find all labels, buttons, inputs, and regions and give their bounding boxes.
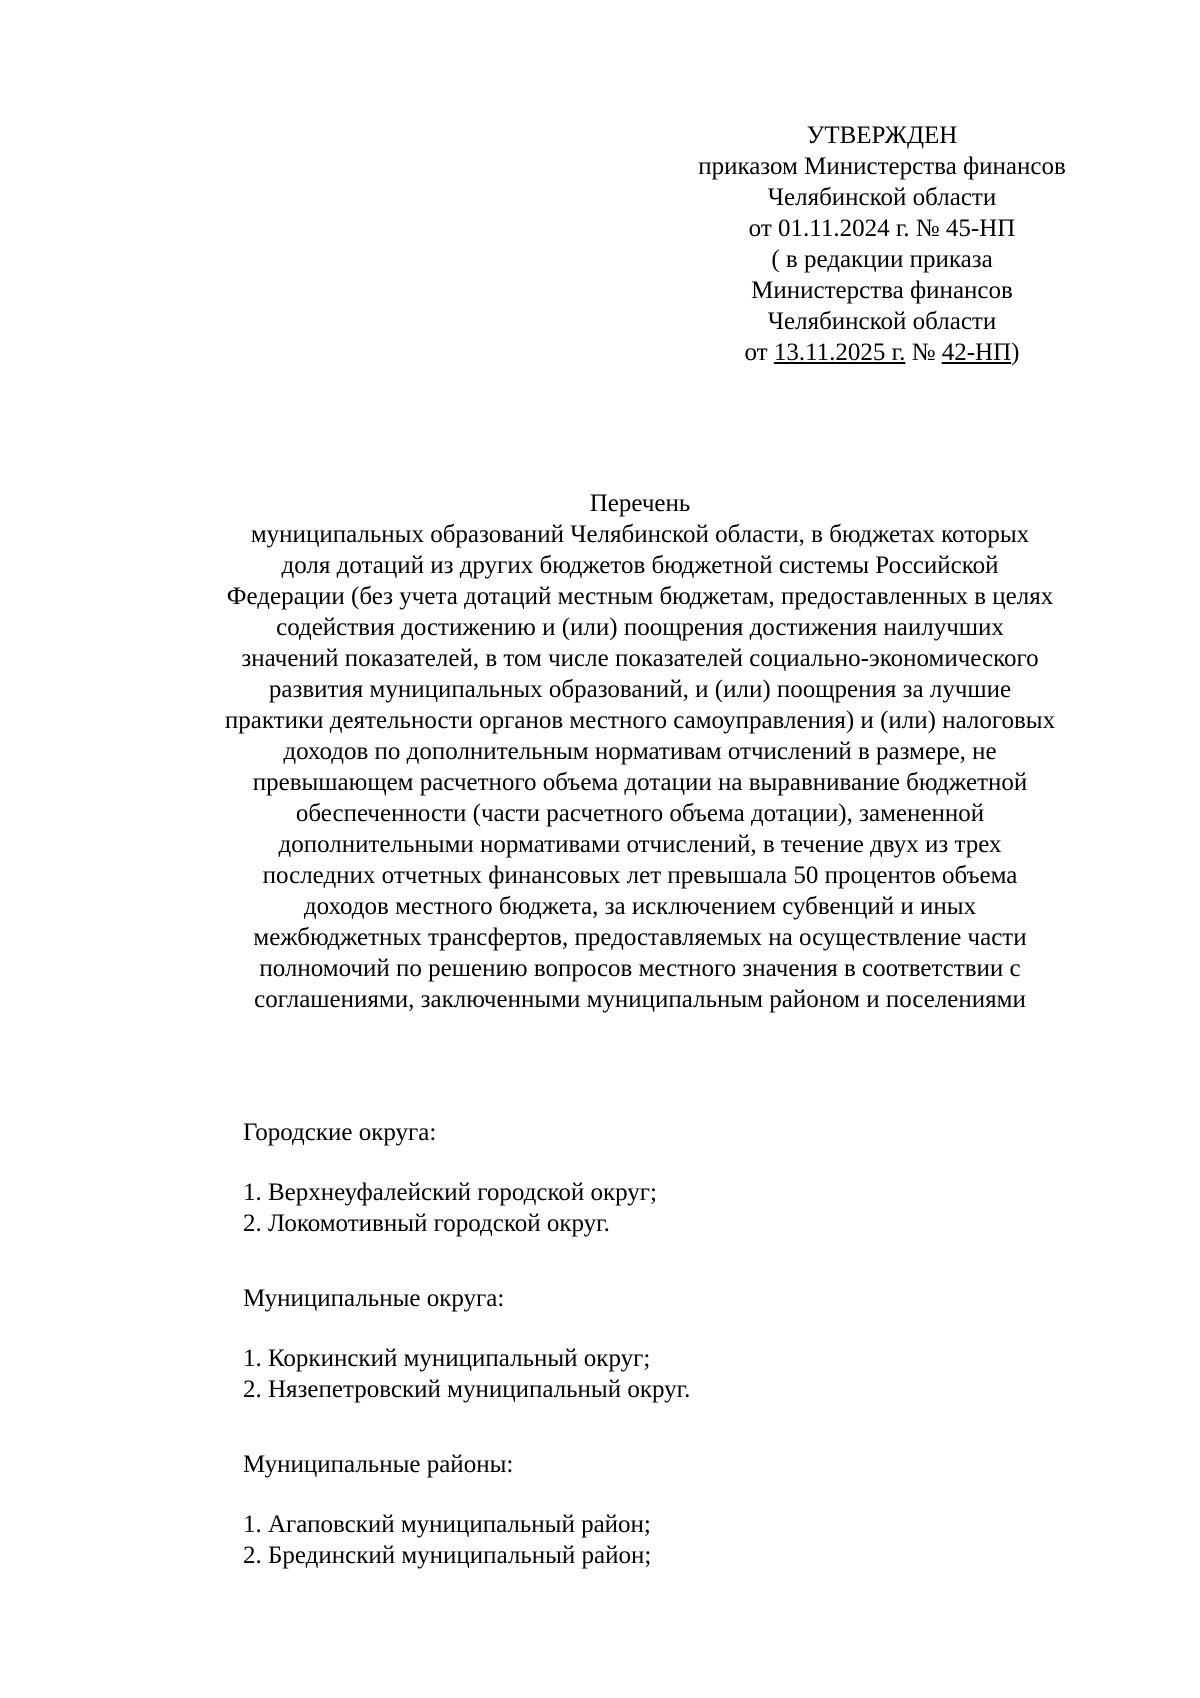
approval-line: Министерства финансов — [751, 277, 1013, 304]
list-item: 1. Верхнеуфалейский городской округ; — [243, 1179, 657, 1206]
amendment-suffix: ) — [1011, 339, 1020, 366]
approval-line: от 01.11.2024 г. № 45-НП — [748, 215, 1016, 242]
approval-line: приказом Министерства финансов — [698, 153, 1066, 180]
list-item: 2. Локомотивный городской округ. — [243, 1210, 610, 1237]
title-line: доля дотаций из других бюджетов бюджетной системы Российской — [281, 552, 999, 579]
approval-line: УТВЕРЖДЕН — [806, 122, 958, 149]
title-line: муниципальных образований Челябинской области, в бюджетах которых — [250, 521, 1030, 548]
list-item: 2. Нязепетровский муниципальный округ. — [243, 1376, 691, 1403]
title-line: соглашениями, заключенными муниципальным районом и поселениями — [254, 986, 1026, 1013]
document-title — [160, 488, 1120, 1015]
section-municipal-regions-list — [243, 1509, 651, 1571]
list-item: 1. Агаповский муниципальный район; — [243, 1511, 651, 1538]
section-municipal-districts — [243, 1283, 504, 1314]
approval-line: Челябинской области — [767, 184, 997, 211]
section-heading: Муниципальные районы: — [243, 1451, 514, 1478]
title-line: развития муниципальных образований, и (или) поощрения за лучшие — [268, 676, 1012, 703]
section-heading: Муниципальные округа: — [243, 1285, 505, 1312]
title-line: полномочий по решению вопросов местного значения в соответствии с — [259, 955, 1021, 982]
title-line: Федерации (без учета дотаций местным бюджетам, предоставленных в целях — [226, 583, 1054, 610]
title-line: доходов по дополнительным нормативам отчислений в размере, не — [283, 738, 997, 765]
amendment-mid: № — [905, 339, 942, 366]
amendment-date: 13.11.2025 г. — [773, 339, 906, 366]
title-line: дополнительными нормативами отчислений, в течение двух из трех — [278, 831, 1002, 858]
title-line: содействия достижению и (или) поощрения достижения наилучших — [276, 614, 1004, 641]
title-line: превышающем расчетного объема дотации на выравнивание бюджетной — [252, 769, 1028, 796]
title-line: значений показателей, в том числе показателей социально-экономического — [241, 645, 1039, 672]
title-line: практики деятельности органов местного самоуправления) и (или) налоговых — [224, 707, 1056, 734]
approval-stamp — [662, 120, 1102, 368]
title-heading: Перечень — [589, 490, 691, 517]
title-line: межбюджетных трансфертов, предоставляемых на осуществление части — [253, 924, 1027, 951]
title-line: доходов местного бюджета, за исключением субвенций и иных — [303, 893, 977, 920]
title-line: обеспеченности (части расчетного объема дотации), замененной — [295, 800, 985, 827]
section-heading: Городские округа: — [243, 1119, 437, 1146]
section-municipal-regions — [243, 1449, 513, 1480]
section-urban-districts-list — [243, 1177, 657, 1239]
title-line: последних отчетных финансовых лет превышала 50 процентов объема — [262, 862, 1018, 889]
list-item: 1. Коркинский муниципальный округ; — [243, 1345, 651, 1372]
list-item: 2. Брединский муниципальный район; — [243, 1542, 652, 1569]
amendment-number: 42-НП — [941, 339, 1012, 366]
approval-amendment-line — [662, 337, 1102, 368]
approval-line: ( в редакции приказа — [771, 246, 993, 273]
amendment-prefix: от — [744, 339, 774, 366]
approval-line: Челябинской области — [767, 308, 997, 335]
section-municipal-districts-list — [243, 1343, 690, 1405]
section-urban-districts — [243, 1117, 436, 1148]
